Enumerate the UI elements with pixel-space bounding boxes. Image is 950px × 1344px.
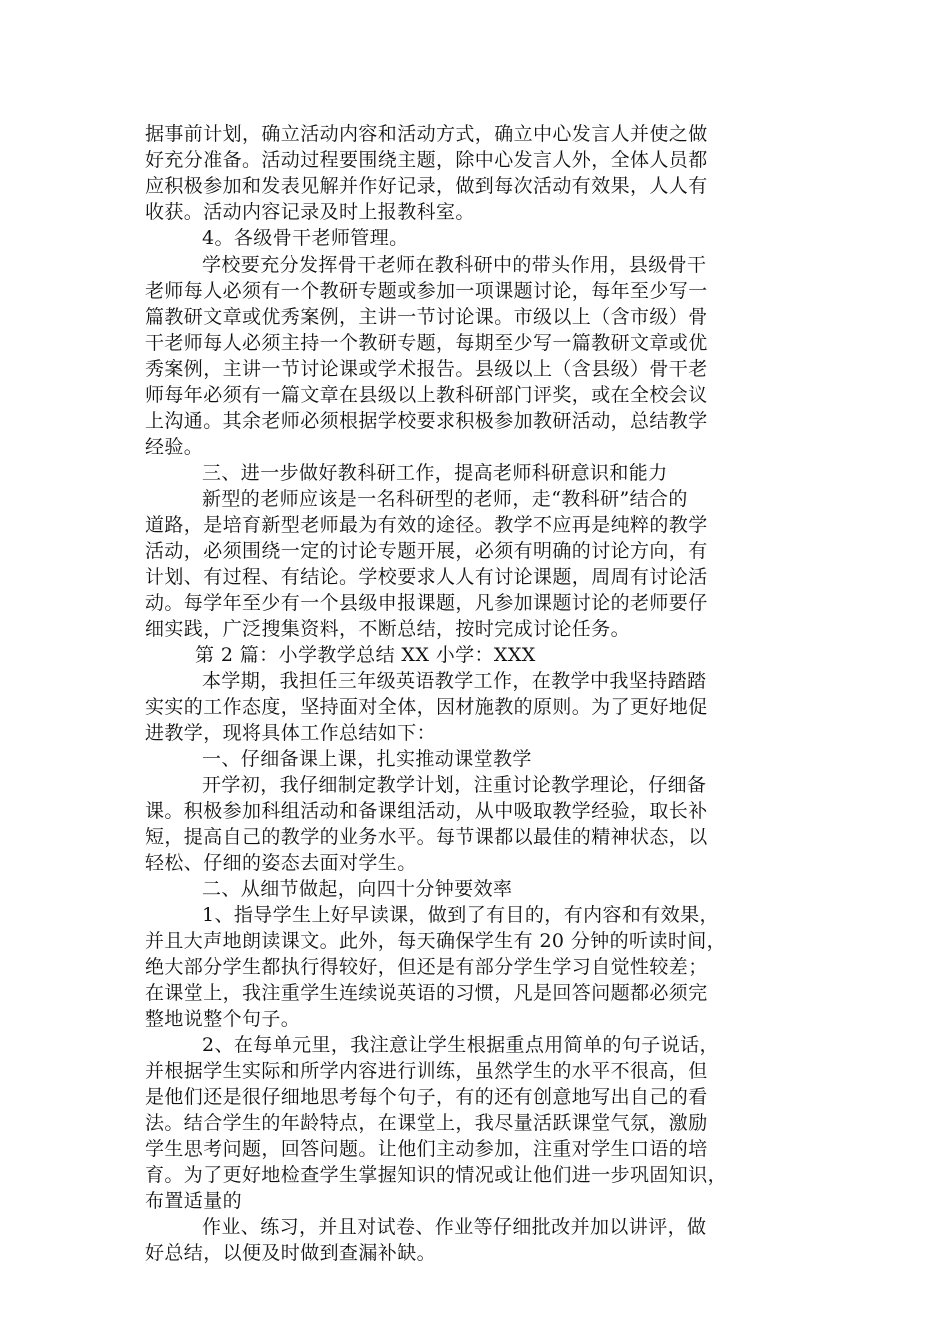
body-text-line: 据事前计划，确立活动内容和活动方式，确立中心发言人并使之做 (145, 123, 708, 145)
body-text-line: 干老师每人必须主持一个教研专题，每期至少写一篇教研文章或优 (145, 332, 708, 354)
body-text-line: 作业、练习，并且对试卷、作业等仔细批改并加以讲评，做 (202, 1216, 707, 1238)
body-text-line: 经验。 (145, 436, 204, 458)
body-text-line: 1、指导学生上好早读课，做到了有目的，有内容和有效果， (202, 904, 719, 926)
body-text-line: 绝大部分学生都执行得较好，但还是有部分学生学习自觉性较差； (145, 956, 708, 978)
section-heading: 二、从细节做起，向四十分钟要效率 (202, 878, 513, 900)
body-text-line: 秀案例，主讲一节讨论课或学术报告。县级以上（含县级）骨干老 (145, 358, 708, 380)
body-text-line: 并且大声地朗读课文。此外，每天确保学生有 20 分钟的听读时间， (145, 930, 727, 952)
body-text-line: 应积极参加和发表见解并作好记录，做到每次活动有效果，人人有 (145, 175, 708, 197)
body-text-line: 新型的老师应该是一名科研型的老师，走“教科研”结合的 (202, 488, 688, 510)
body-text-line: 整地说整个句子。 (145, 1008, 301, 1030)
body-text-line: 是他们还是很仔细地思考每个句子，有的还有创意地写出自己的看 (145, 1086, 708, 1108)
body-text-line: 老师每人必须有一个教研专题或参加一项课题讨论，每年至少写一 (145, 280, 708, 302)
body-text-line: 计划、有过程、有结论。学校要求人人有讨论课题，周周有讨论活 (145, 566, 708, 588)
article-title: 第 2 篇：小学教学总结 XX 小学：XXX (195, 644, 536, 666)
body-text-line: 上沟通。其余老师必须根据学校要求积极参加教研活动，总结教学 (145, 410, 708, 432)
body-text-line: 轻松、仔细的姿态去面对学生。 (145, 852, 417, 874)
body-text-line: 细实践，广泛搜集资料，不断总结，按时完成讨论任务。 (145, 618, 631, 640)
body-text-line: 道路，是培育新型老师最为有效的途径。教学不应再是纯粹的教学 (145, 514, 708, 536)
section-heading: 一、仔细备课上课，扎实推动课堂教学 (202, 748, 532, 770)
body-text-line: 并根据学生实际和所学内容进行训练，虽然学生的水平不很高，但 (145, 1060, 708, 1082)
body-text-line: 活动，必须围绕一定的讨论专题开展，必须有明确的讨论方向，有 (145, 540, 708, 562)
body-text-line: 收获。活动内容记录及时上报教科室。 (145, 201, 475, 223)
body-text-line: 进教学，现将具体工作总结如下： (145, 722, 437, 744)
body-text-line: 好总结，以便及时做到查漏补缺。 (145, 1242, 437, 1264)
body-text-line: 好充分准备。活动过程要围绕主题，除中心发言人外，全体人员都 (145, 149, 708, 171)
body-text-line: 法。结合学生的年龄特点，在课堂上，我尽量活跃课堂气氛，激励 (145, 1112, 708, 1134)
body-text-line: 实实的工作态度，坚持面对全体，因材施教的原则。为了更好地促 (145, 696, 708, 718)
body-text-line: 开学初，我仔细制定教学计划，注重讨论教学理论，仔细备 (202, 774, 707, 796)
body-text-line: 本学期，我担任三年级英语教学工作，在教学中我坚持踏踏 (202, 670, 707, 692)
body-text-line: 短，提高自己的教学的业务水平。每节课都以最佳的精神状态，以 (145, 826, 708, 848)
body-text-line: 篇教研文章或优秀案例，主讲一节讨论课。市级以上（含市级）骨 (145, 306, 708, 328)
body-text-line: 动。每学年至少有一个县级申报课题，凡参加课题讨论的老师要仔 (145, 592, 708, 614)
section-heading: 三、进一步做好教科研工作，提高老师科研意识和能力 (202, 462, 668, 484)
body-text-line: 布置适量的 (145, 1190, 243, 1212)
body-text-line: 在课堂上，我注重学生连续说英语的习惯，凡是回答问题都必须完 (145, 982, 708, 1004)
body-text-line: 师每年必须有一篇文章在县级以上教科研部门评奖，或在全校会议 (145, 384, 708, 406)
body-text-line: 学生思考问题，回答问题。让他们主动参加，注重对学生口语的培 (145, 1138, 708, 1160)
body-text-line: 2、在每单元里，我注意让学生根据重点用简单的句子说话， (202, 1034, 719, 1056)
body-text-line: 4。各级骨干老师管理。 (202, 227, 409, 249)
body-text-line: 育。为了更好地检查学生掌握知识的情况或让他们进一步巩固知识， (145, 1164, 728, 1186)
body-text-line: 学校要充分发挥骨干老师在教科研中的带头作用，县级骨干 (202, 254, 707, 276)
body-text-line: 课。积极参加科组活动和备课组活动，从中吸取教学经验，取长补 (145, 800, 708, 822)
